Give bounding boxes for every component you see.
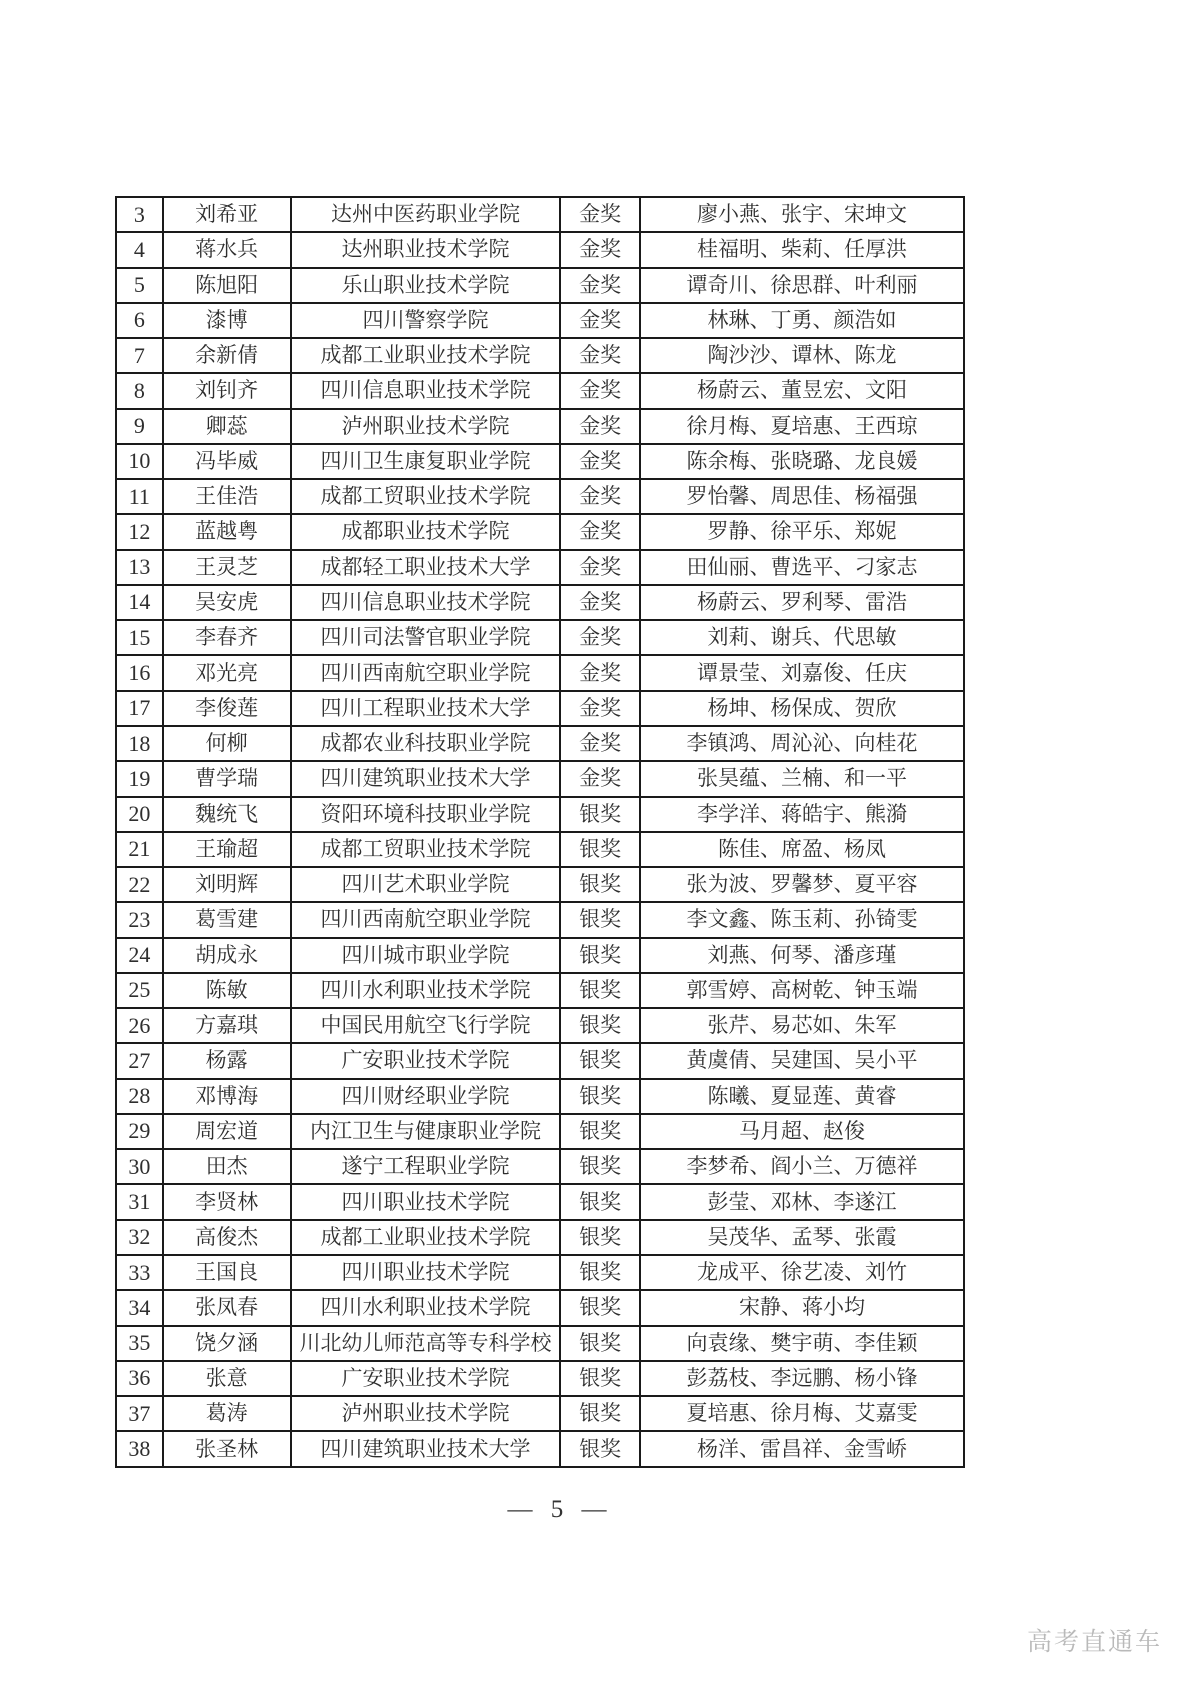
table-row — [116, 373, 964, 408]
institution-cell: 遂宁工程职业学院 — [291, 1149, 561, 1184]
award-cell: 金奖 — [560, 232, 640, 267]
row-number-cell: 8 — [116, 373, 163, 408]
row-number-cell: 3 — [116, 197, 163, 232]
table-row — [116, 1008, 964, 1043]
name-cell: 李春齐 — [163, 620, 291, 655]
name-cell: 何柳 — [163, 726, 291, 761]
instructors-cell: 谭景莹、刘嘉俊、任庆 — [640, 655, 964, 690]
table-row — [116, 1079, 964, 1114]
instructors-cell: 向袁缘、樊宇萌、李佳颖 — [640, 1326, 964, 1361]
name-cell: 刘钊齐 — [163, 373, 291, 408]
award-cell: 银奖 — [560, 938, 640, 973]
table-row — [116, 691, 964, 726]
institution-cell: 广安职业技术学院 — [291, 1361, 561, 1396]
institution-cell: 四川城市职业学院 — [291, 938, 561, 973]
award-cell: 金奖 — [560, 373, 640, 408]
award-cell: 金奖 — [560, 514, 640, 549]
name-cell: 冯毕威 — [163, 444, 291, 479]
table-row — [116, 1114, 964, 1149]
name-cell: 葛涛 — [163, 1396, 291, 1431]
row-number-cell: 12 — [116, 514, 163, 549]
table-row — [116, 973, 964, 1008]
name-cell: 曹学瑞 — [163, 761, 291, 796]
table-row — [116, 197, 964, 232]
instructors-cell: 杨蔚云、董昱宏、文阳 — [640, 373, 964, 408]
name-cell: 李俊莲 — [163, 691, 291, 726]
instructors-cell: 谭奇川、徐思群、叶利丽 — [640, 268, 964, 303]
award-cell: 银奖 — [560, 973, 640, 1008]
award-cell: 金奖 — [560, 550, 640, 585]
instructors-cell: 彭荔枝、李远鹏、杨小锋 — [640, 1361, 964, 1396]
name-cell: 刘希亚 — [163, 197, 291, 232]
award-cell: 银奖 — [560, 1114, 640, 1149]
table-row — [116, 444, 964, 479]
institution-cell: 乐山职业技术学院 — [291, 268, 561, 303]
award-cell: 金奖 — [560, 303, 640, 338]
table-row — [116, 1396, 964, 1431]
table-row — [116, 1255, 964, 1290]
table-row — [116, 232, 964, 267]
row-number-cell: 37 — [116, 1396, 163, 1431]
name-cell: 张意 — [163, 1361, 291, 1396]
instructors-cell: 黄虞倩、吴建国、吴小平 — [640, 1043, 964, 1078]
name-cell: 王瑜超 — [163, 832, 291, 867]
table-row — [116, 655, 964, 690]
institution-cell: 成都工业职业技术学院 — [291, 1220, 561, 1255]
award-cell: 金奖 — [560, 585, 640, 620]
name-cell: 饶夕涵 — [163, 1326, 291, 1361]
table-row — [116, 1043, 964, 1078]
award-cell: 金奖 — [560, 197, 640, 232]
table-row — [116, 1220, 964, 1255]
institution-cell: 四川水利职业技术学院 — [291, 973, 561, 1008]
row-number-cell: 26 — [116, 1008, 163, 1043]
table-row — [116, 797, 964, 832]
row-number-cell: 21 — [116, 832, 163, 867]
award-cell: 金奖 — [560, 620, 640, 655]
row-number-cell: 10 — [116, 444, 163, 479]
instructors-cell: 吴茂华、孟琴、张霞 — [640, 1220, 964, 1255]
table-row — [116, 409, 964, 444]
institution-cell: 内江卫生与健康职业学院 — [291, 1114, 561, 1149]
row-number-cell: 23 — [116, 902, 163, 937]
institution-cell: 四川职业技术学院 — [291, 1255, 561, 1290]
institution-cell: 成都工贸职业技术学院 — [291, 832, 561, 867]
institution-cell: 中国民用航空飞行学院 — [291, 1008, 561, 1043]
institution-cell: 四川艺术职业学院 — [291, 867, 561, 902]
award-cell: 金奖 — [560, 479, 640, 514]
table-row — [116, 338, 964, 373]
name-cell: 邓光亮 — [163, 655, 291, 690]
table-row — [116, 1149, 964, 1184]
name-cell: 陈旭阳 — [163, 268, 291, 303]
award-cell: 银奖 — [560, 1008, 640, 1043]
row-number-cell: 18 — [116, 726, 163, 761]
name-cell: 李贤林 — [163, 1184, 291, 1219]
award-cell: 银奖 — [560, 1290, 640, 1325]
table-row — [116, 1361, 964, 1396]
row-number-cell: 33 — [116, 1255, 163, 1290]
instructors-cell: 刘燕、何琴、潘彦瑾 — [640, 938, 964, 973]
table-row — [116, 1184, 964, 1219]
row-number-cell: 38 — [116, 1431, 163, 1467]
table-row — [116, 1326, 964, 1361]
table-row — [116, 1290, 964, 1325]
row-number-cell: 17 — [116, 691, 163, 726]
row-number-cell: 14 — [116, 585, 163, 620]
instructors-cell: 李镇鸿、周沁沁、向桂花 — [640, 726, 964, 761]
name-cell: 漆博 — [163, 303, 291, 338]
row-number-cell: 28 — [116, 1079, 163, 1114]
award-cell: 银奖 — [560, 867, 640, 902]
row-number-cell: 6 — [116, 303, 163, 338]
instructors-cell: 林琳、丁勇、颜浩如 — [640, 303, 964, 338]
name-cell: 田杰 — [163, 1149, 291, 1184]
table-row — [116, 268, 964, 303]
instructors-cell: 张昊蕴、兰楠、和一平 — [640, 761, 964, 796]
institution-cell: 四川卫生康复职业学院 — [291, 444, 561, 479]
institution-cell: 广安职业技术学院 — [291, 1043, 561, 1078]
instructors-cell: 桂福明、柴莉、任厚洪 — [640, 232, 964, 267]
institution-cell: 四川水利职业技术学院 — [291, 1290, 561, 1325]
name-cell: 张圣林 — [163, 1431, 291, 1467]
table-row — [116, 550, 964, 585]
award-cell: 银奖 — [560, 1326, 640, 1361]
name-cell: 胡成永 — [163, 938, 291, 973]
name-cell: 刘明辉 — [163, 867, 291, 902]
institution-cell: 四川建筑职业技术大学 — [291, 1431, 561, 1467]
instructors-cell: 刘莉、谢兵、代思敏 — [640, 620, 964, 655]
institution-cell: 泸州职业技术学院 — [291, 1396, 561, 1431]
awards-table — [115, 196, 965, 1468]
table-row — [116, 514, 964, 549]
table-row — [116, 303, 964, 338]
row-number-cell: 34 — [116, 1290, 163, 1325]
institution-cell: 四川西南航空职业学院 — [291, 655, 561, 690]
row-number-cell: 27 — [116, 1043, 163, 1078]
instructors-cell: 夏培惠、徐月梅、艾嘉雯 — [640, 1396, 964, 1431]
instructors-cell: 陈余梅、张晓璐、龙良媛 — [640, 444, 964, 479]
row-number-cell: 13 — [116, 550, 163, 585]
award-cell: 银奖 — [560, 1255, 640, 1290]
instructors-cell: 宋静、蒋小均 — [640, 1290, 964, 1325]
name-cell: 王国良 — [163, 1255, 291, 1290]
institution-cell: 四川建筑职业技术大学 — [291, 761, 561, 796]
table-row — [116, 867, 964, 902]
row-number-cell: 16 — [116, 655, 163, 690]
table-row — [116, 761, 964, 796]
award-cell: 银奖 — [560, 1361, 640, 1396]
table-row — [116, 585, 964, 620]
row-number-cell: 32 — [116, 1220, 163, 1255]
institution-cell: 成都轻工职业技术大学 — [291, 550, 561, 585]
award-cell: 金奖 — [560, 726, 640, 761]
table-row — [116, 620, 964, 655]
row-number-cell: 30 — [116, 1149, 163, 1184]
instructors-cell: 田仙丽、曹选平、刁家志 — [640, 550, 964, 585]
row-number-cell: 35 — [116, 1326, 163, 1361]
instructors-cell: 罗怡馨、周思佳、杨福强 — [640, 479, 964, 514]
award-cell: 金奖 — [560, 409, 640, 444]
instructors-cell: 张芹、易芯如、朱军 — [640, 1008, 964, 1043]
instructors-cell: 彭莹、邓林、李遂江 — [640, 1184, 964, 1219]
row-number-cell: 24 — [116, 938, 163, 973]
institution-cell: 四川信息职业技术学院 — [291, 373, 561, 408]
name-cell: 余新倩 — [163, 338, 291, 373]
instructors-cell: 徐月梅、夏培惠、王西琼 — [640, 409, 964, 444]
table-row — [116, 902, 964, 937]
institution-cell: 四川职业技术学院 — [291, 1184, 561, 1219]
award-cell: 金奖 — [560, 268, 640, 303]
name-cell: 吴安虎 — [163, 585, 291, 620]
institution-cell: 资阳环境科技职业学院 — [291, 797, 561, 832]
instructors-cell: 李文鑫、陈玉莉、孙锜雯 — [640, 902, 964, 937]
award-cell: 银奖 — [560, 1396, 640, 1431]
award-cell: 银奖 — [560, 1220, 640, 1255]
row-number-cell: 4 — [116, 232, 163, 267]
institution-cell: 成都职业技术学院 — [291, 514, 561, 549]
award-cell: 金奖 — [560, 338, 640, 373]
award-cell: 金奖 — [560, 444, 640, 479]
instructors-cell: 郭雪婷、高树乾、钟玉端 — [640, 973, 964, 1008]
award-cell: 银奖 — [560, 832, 640, 867]
name-cell: 葛雪建 — [163, 902, 291, 937]
name-cell: 张凤春 — [163, 1290, 291, 1325]
award-cell: 银奖 — [560, 1043, 640, 1078]
row-number-cell: 7 — [116, 338, 163, 373]
name-cell: 方嘉琪 — [163, 1008, 291, 1043]
institution-cell: 四川财经职业学院 — [291, 1079, 561, 1114]
instructors-cell: 龙成平、徐艺凌、刘竹 — [640, 1255, 964, 1290]
instructors-cell: 杨蔚云、罗利琴、雷浩 — [640, 585, 964, 620]
institution-cell: 四川工程职业技术大学 — [291, 691, 561, 726]
award-cell: 金奖 — [560, 761, 640, 796]
row-number-cell: 31 — [116, 1184, 163, 1219]
table-row — [116, 726, 964, 761]
row-number-cell: 20 — [116, 797, 163, 832]
institution-cell: 四川西南航空职业学院 — [291, 902, 561, 937]
name-cell: 高俊杰 — [163, 1220, 291, 1255]
institution-cell: 成都工业职业技术学院 — [291, 338, 561, 373]
name-cell: 魏统飞 — [163, 797, 291, 832]
name-cell: 周宏道 — [163, 1114, 291, 1149]
instructors-cell: 陈曦、夏显莲、黄睿 — [640, 1079, 964, 1114]
watermark: 高考直通车 — [1026, 1628, 1162, 1656]
instructors-cell: 杨坤、杨保成、贺欣 — [640, 691, 964, 726]
row-number-cell: 22 — [116, 867, 163, 902]
award-cell: 银奖 — [560, 902, 640, 937]
awards-table-body — [116, 197, 964, 1467]
table-row — [116, 1431, 964, 1467]
instructors-cell: 李梦希、阎小兰、万德祥 — [640, 1149, 964, 1184]
instructors-cell: 罗静、徐平乐、郑妮 — [640, 514, 964, 549]
institution-cell: 达州职业技术学院 — [291, 232, 561, 267]
instructors-cell: 陶沙沙、谭林、陈龙 — [640, 338, 964, 373]
award-cell: 银奖 — [560, 797, 640, 832]
name-cell: 陈敏 — [163, 973, 291, 1008]
table-row — [116, 479, 964, 514]
instructors-cell: 马月超、赵俊 — [640, 1114, 964, 1149]
page-number: — 5 — — [507, 1496, 613, 1523]
institution-cell: 泸州职业技术学院 — [291, 409, 561, 444]
row-number-cell: 19 — [116, 761, 163, 796]
institution-cell: 四川司法警官职业学院 — [291, 620, 561, 655]
name-cell: 卿蕊 — [163, 409, 291, 444]
name-cell: 王佳浩 — [163, 479, 291, 514]
row-number-cell: 25 — [116, 973, 163, 1008]
institution-cell: 川北幼儿师范高等专科学校 — [291, 1326, 561, 1361]
award-cell: 金奖 — [560, 655, 640, 690]
row-number-cell: 9 — [116, 409, 163, 444]
instructors-cell: 杨洋、雷昌祥、金雪峤 — [640, 1431, 964, 1467]
row-number-cell: 5 — [116, 268, 163, 303]
instructors-cell: 张为波、罗馨梦、夏平容 — [640, 867, 964, 902]
institution-cell: 四川信息职业技术学院 — [291, 585, 561, 620]
row-number-cell: 11 — [116, 479, 163, 514]
row-number-cell: 15 — [116, 620, 163, 655]
award-cell: 银奖 — [560, 1431, 640, 1467]
table-row — [116, 938, 964, 973]
award-cell: 银奖 — [560, 1149, 640, 1184]
award-cell: 银奖 — [560, 1184, 640, 1219]
institution-cell: 达州中医药职业学院 — [291, 197, 561, 232]
award-cell: 金奖 — [560, 691, 640, 726]
award-cell: 银奖 — [560, 1079, 640, 1114]
instructors-cell: 李学洋、蒋皓宇、熊漪 — [640, 797, 964, 832]
name-cell: 王灵芝 — [163, 550, 291, 585]
instructors-cell: 廖小燕、张宇、宋坤文 — [640, 197, 964, 232]
institution-cell: 成都工贸职业技术学院 — [291, 479, 561, 514]
table-row — [116, 832, 964, 867]
name-cell: 蓝越粤 — [163, 514, 291, 549]
row-number-cell: 36 — [116, 1361, 163, 1396]
row-number-cell: 29 — [116, 1114, 163, 1149]
name-cell: 杨露 — [163, 1043, 291, 1078]
name-cell: 蒋水兵 — [163, 232, 291, 267]
institution-cell: 四川警察学院 — [291, 303, 561, 338]
institution-cell: 成都农业科技职业学院 — [291, 726, 561, 761]
name-cell: 邓博海 — [163, 1079, 291, 1114]
instructors-cell: 陈佳、席盈、杨凤 — [640, 832, 964, 867]
